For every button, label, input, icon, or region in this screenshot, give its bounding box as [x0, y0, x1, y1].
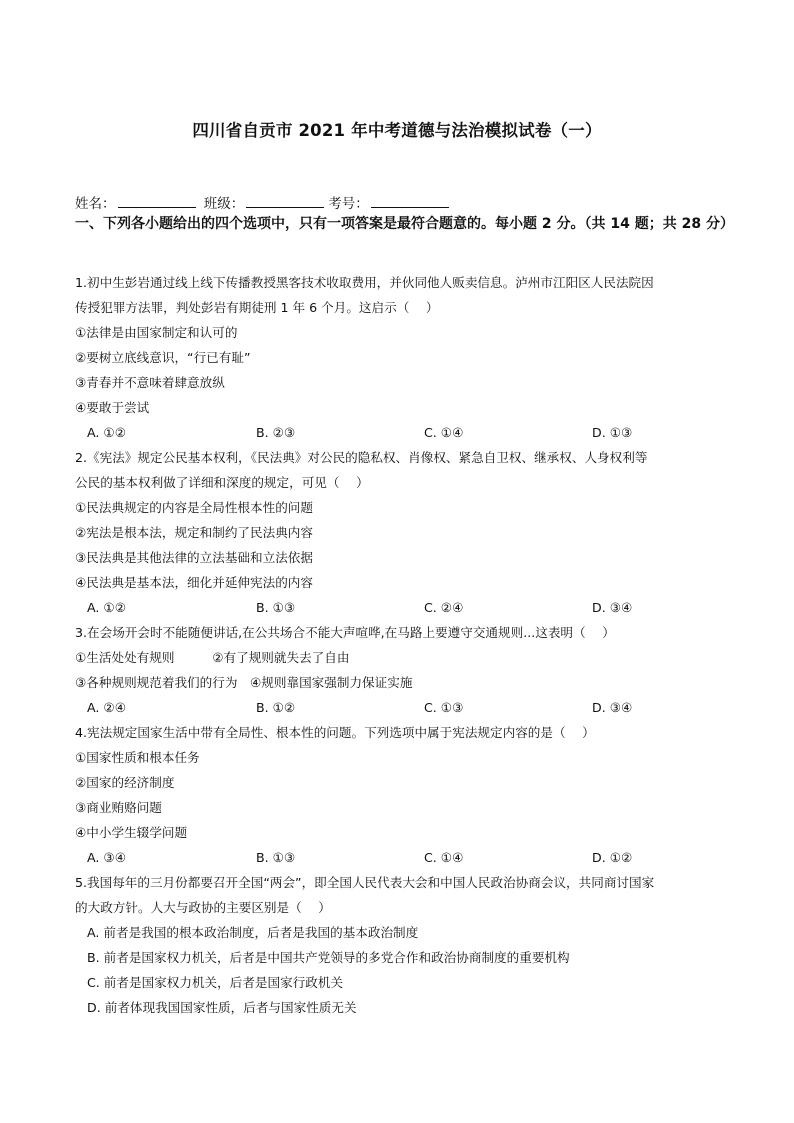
question-4-choice-d[interactable]: D. ①② [592, 850, 633, 865]
student-info-row [75, 192, 453, 212]
question-4-choices [75, 845, 725, 870]
question-4-stem-line-1: 4.宪法规定国家生活中带有全局性、根本性的问题。下列选项中属于宪法规定内容的是（ ） [75, 725, 595, 740]
question-5-option-a[interactable]: A. 前者是我国的根本政治制度，后者是我国的基本政治制度 [87, 925, 419, 940]
question-1-choice-c[interactable]: C. ①④ [424, 425, 464, 440]
question-2-statement-2: ②宪法是根本法，规定和制约了民法典内容 [75, 525, 313, 540]
question-4-choice-c[interactable]: C. ①④ [424, 850, 464, 865]
question-4-statement-4: ④中小学生辍学问题 [75, 825, 188, 840]
question-5-option-c[interactable]: C. 前者是国家权力机关，后者是国家行政机关 [87, 975, 344, 990]
question-1-choice-d[interactable]: D. ①③ [592, 425, 633, 440]
question-4 [75, 720, 725, 870]
question-1-statement-1: ①法律是由国家制定和认可的 [75, 325, 238, 340]
question-2-stem-line-2: 公民的基本权利做了详细和深度的规定，可见（ ） [75, 475, 369, 490]
question-5-option-d[interactable]: D. 前者体现我国国家性质，后者与国家性质无关 [87, 1000, 357, 1015]
question-5-option-b[interactable]: B. 前者是国家权力机关，后者是中国共产党领导的多党合作和政治协商制度的重要机构 [87, 950, 570, 965]
question-3-statement-1: ①生活处处有规则 ②有了规则就失去了自由 [75, 650, 350, 665]
exam-title: 四川省自贡市 2021 年中考道德与法治模拟试卷（一） [192, 121, 602, 140]
question-3-choice-a[interactable]: A. ②④ [87, 700, 126, 715]
question-3-statement-2: ③各种规则规范着我们的行为 ④规则靠国家强制力保证实施 [75, 675, 413, 690]
question-1-statement-2: ②要树立底线意识，“行已有耻” [75, 350, 251, 365]
question-4-choice-b[interactable]: B. ①③ [256, 850, 296, 865]
question-3-choice-d[interactable]: D. ③④ [592, 700, 633, 715]
question-list [75, 270, 725, 1020]
question-2-choice-a[interactable]: A. ①② [87, 600, 126, 615]
question-2-statement-3: ③民法典是其他法律的立法基础和立法依据 [75, 550, 313, 565]
question-5 [75, 870, 725, 1020]
question-3 [75, 620, 725, 720]
question-1-statement-4: ④要敢于尝试 [75, 400, 150, 415]
question-3-stem-line-1: 3.在会场开会时不能随便讲话,在公共场合不能大声喧哗,在马路上要遵守交通规则...这表明（ ） [75, 625, 615, 640]
question-4-choice-a[interactable]: A. ③④ [87, 850, 126, 865]
class-blank[interactable] [246, 195, 324, 208]
question-4-statement-1: ①国家性质和根本任务 [75, 750, 200, 765]
question-5-stem-line-2: 的大政方针。人大与政协的主要区别是（ ） [75, 900, 331, 915]
question-3-choices [75, 695, 725, 720]
question-4-statement-2: ②国家的经济制度 [75, 775, 175, 790]
section-heading: 一、下列各小题给出的四个选项中，只有一项答案是最符合题意的。每小题 2 分。（共 14 题；共 28 分） [75, 216, 734, 232]
question-3-choice-b[interactable]: B. ①② [256, 700, 296, 715]
class-label: 班级： [203, 196, 245, 212]
question-1-choice-b[interactable]: B. ②③ [256, 425, 296, 440]
question-2-choice-b[interactable]: B. ①③ [256, 600, 296, 615]
question-2-choice-d[interactable]: D. ③④ [592, 600, 633, 615]
question-1-choice-a[interactable]: A. ①② [87, 425, 126, 440]
question-2-statement-1: ①民法典规定的内容是全局性根本性的问题 [75, 500, 313, 515]
exam-no-blank[interactable] [371, 195, 449, 208]
question-4-statement-3: ③商业贿赂问题 [75, 800, 162, 815]
question-1-stem-line-2: 传授犯罪方法罪，判处彭岩有期徒刑 1 年 6 个月。这启示（ ） [75, 300, 439, 315]
exam-no-label: 考号： [328, 196, 369, 212]
question-2-choice-c[interactable]: C. ②④ [424, 600, 464, 615]
question-3-choice-c[interactable]: C. ①③ [424, 700, 464, 715]
question-2 [75, 445, 725, 620]
question-2-statement-4: ④民法典是基本法，细化并延伸宪法的内容 [75, 575, 313, 590]
question-1-choices [75, 420, 725, 445]
question-2-choices [75, 595, 725, 620]
question-5-stem-line-1: 5.我国每年的三月份都要召开全国“两会”，即全国人民代表大会和中国人民政治协商会议，共同商讨国家 [75, 875, 655, 890]
question-1-statement-3: ③青春并不意味着肆意放纵 [75, 375, 225, 390]
question-2-stem-line-1: 2.《宪法》规定公民基本权利，《民法典》对公民的隐私权、肖像权、紧急自卫权、继承权、人身权利等 [75, 450, 648, 465]
question-1 [75, 270, 725, 445]
name-label: 姓名： [75, 196, 116, 212]
question-1-stem-line-1: 1.初中生彭岩通过线上线下传播教授黑客技术收取费用，并伙同他人贩卖信息。泸州市江阳区人民法院因 [75, 275, 654, 290]
name-blank[interactable] [118, 195, 196, 208]
